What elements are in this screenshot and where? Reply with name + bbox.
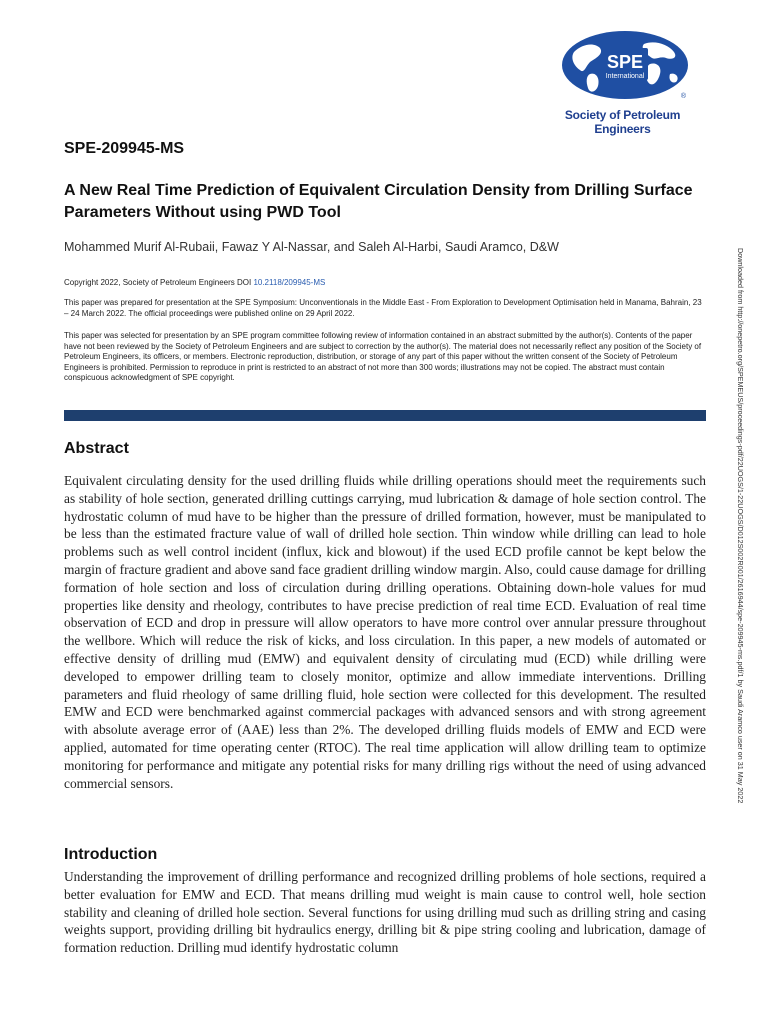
introduction-heading: Introduction: [64, 846, 158, 863]
copyright-text: Copyright 2022, Society of Petroleum Engineers DOI: [64, 278, 254, 287]
header-divider: [64, 410, 706, 421]
doi-link[interactable]: 10.2118/209945-MS: [253, 278, 326, 287]
registered-mark: ®: [680, 93, 686, 100]
download-stamp-text: Downloaded from http://onepetro.org/SPEMEUS/proceedings-pdf/22UOGS/1-22UOGS/D012S002R001/2616944/spe-209945-ms.pdf/1 by Saudi Aramco user on 31 May 2022: [736, 248, 745, 804]
paper-title: A New Real Time Prediction of Equivalent Circulation Density from Drilling Surface Parameters Without using PWD Tool: [64, 182, 693, 221]
spe-logo: [540, 30, 705, 136]
globe-icon: [560, 30, 690, 100]
abstract-heading: Abstract: [64, 440, 129, 457]
introduction-text: Understanding the improvement of drilling performance and recognized drilling problems of hole sections, required a better evaluation for EMW and ECD. That means drilling mud weight is main cause to control well, hole section stability and cleaning of drilled hole section. Several functions for using drilling mud such as drilling string and casing weights support, providing drilling bit hydraulics energy, drilling bit & pipe string cooling and lubrication, damage of formation reduction. Drilling mud identify hydrostatic column: [64, 869, 706, 956]
paper-authors: Mohammed Murif Al-Rubaii, Fawaz Y Al-Nassar, and Saleh Al-Harbi, Saudi Aramco, D&W: [64, 240, 559, 254]
presentation-note: This paper was prepared for presentation at the SPE Symposium: Unconventionals in the Middle East - From Exploration to Development Optimisation held in Manama, Bahrain, 23 – 24 March 2022. The official proceedings were published online on 29 April 2022.: [64, 298, 702, 318]
paper-id: SPE-209945-MS: [64, 140, 185, 157]
review-disclaimer: This paper was selected for presentation by an SPE program committee following review of information contained in an abstract submitted by the author(s). Contents of the paper have not been reviewed by the Society of Petroleum Engineers and are subject to correction by the author(s). The material does not necessarily reflect any position of the Society of Petroleum Engineers, its officers, or members. Electronic reproduction, distribution, or storage of any part of this paper without the written consent of the Society of Petroleum Engineers is prohibited. Permission to reproduce in print is restricted to an abstract of not more than 300 words; illustrations may not be copied. The abstract must contain conspicuous acknowledgment of SPE copyright.: [64, 331, 702, 382]
copyright-line: [64, 278, 704, 287]
logo-organization-name: Society of Petroleum Engineers: [564, 108, 681, 136]
abstract-text: Equivalent circulating density for the used drilling fluids while drilling operations should meet the requirements such as stability of hole section, generated drilling cuttings carrying, mud lubrication & damage of hole section control. The hydrostatic column of mud have to be higher than the pressure of drilled formation, however, must be manipulated to be less than the estimated fracture value of wall of drilled hole section. Thin window while drilling can lead to hole problems such as well control incident (influx, kick and blowout) if the used ECD profile cannot be kept below the margin of fracture gradient and above sand face gradient drilling window margin. Also, could cause damage for drilling formation of hole section and loss of circulation during drilling operations. Obtaining down-hole values for mud properties like density and rheology, contributes to have precise prediction of real time ECD. Evaluation of real time observation of ECD and drop in pressure will allow operators to have more control over annular pressure throughout the wellbore. Which will reduce the risk of kicks, and loss circulation. In this paper, a new models of automated or effective density of drilling mud (EMW) and equivalent density of circulating mud (ECD) while drilling were developed to empower drilling team to closely monitor, optimize and allow immediate interventions. Drilling parameters and fluid rheology of same drilling fluid, hole section were collected for this development. The resulted EMW and ECD were benchmarked against commercial packages with advanced sensors and with strong agreement with absolute average error of (AAE) less than 2%. The developed drilling fluids models of EMW and ECD were applied, automated for time operating center (RTOC). The real time application will allow drilling team to optimize monitoring for performance and mitigate any potential risks for many drilling rigs without the need of using advanced commercial sensors.: [64, 473, 706, 791]
logo-tagline: International: [605, 73, 645, 80]
logo-acronym: SPE: [606, 52, 644, 72]
download-stamp: [731, 248, 751, 804]
